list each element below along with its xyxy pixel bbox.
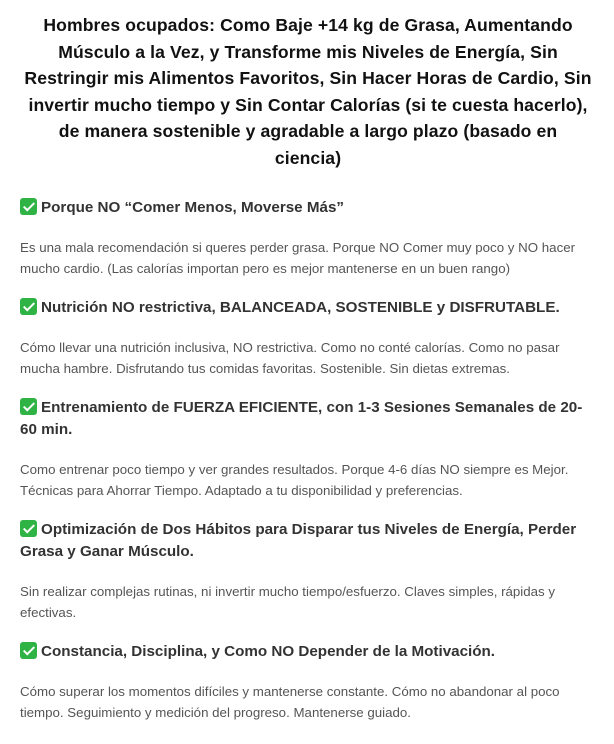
benefits-list [20,197,596,723]
benefit-title-text: Porque NO “Comer Menos, Moverse Más” [41,199,344,216]
benefit-title-text: Nutrición NO restrictiva, BALANCEADA, SOSTENIBLE y DISFRUTABLE. [41,299,560,316]
check-mark-icon [20,298,37,315]
check-mark-icon [20,398,37,415]
benefit-description: Es una mala recomendación si queres perder grasa. Porque NO Comer muy poco y NO hacer mucho cardio. (Las calorías importan pero es mejor mantenerse en un buen rango) [20,240,576,276]
benefit-title [20,641,596,663]
benefit-item-entrenamiento [20,397,596,501]
check-mark-icon [20,198,37,215]
benefit-title [20,197,596,219]
benefit-title [20,397,596,441]
benefit-title [20,519,596,563]
headline: Hombres ocupados: Como Baje +14 kg de Grasa, Aumentando Músculo a la Vez, y Transforme mis Niveles de Energía, Sin Restringir mis Alimentos Favoritos, Sin Hacer Horas de Cardio, Sin invertir mucho tiempo y Sin Contar Calorías (si te cuesta hacerlo), de manera sostenible y agradable a largo plazo (basado en ciencia) [24,15,592,168]
benefit-item-nutricion [20,297,596,379]
benefit-description: Cómo llevar una nutrición inclusiva, NO restrictiva. Como no conté calorías. Como no pasar mucha hambre. Disfrutando tus comidas favoritas. Sostenible. Sin dietas extremas. [20,340,560,376]
benefit-item-constancia [20,641,596,723]
benefit-description: Sin realizar complejas rutinas, ni invertir mucho tiempo/esfuerzo. Claves simples, rápidas y efectivas. [20,584,556,620]
benefit-title [20,297,596,319]
check-mark-icon [20,642,37,659]
benefit-description: Cómo superar los momentos difíciles y mantenerse constante. Cómo no abandonar al poco tiempo. Seguimiento y medición del progreso. Mantenerse guiado. [20,684,560,720]
benefit-description: Como entrenar poco tiempo y ver grandes resultados. Porque 4-6 días NO siempre es Mejor. Técnicas para Ahorrar Tiempo. Adaptado a tu disponibilidad y preferencias. [20,462,569,498]
benefit-item-habitos [20,519,596,623]
benefit-item-comer-menos [20,197,596,279]
benefit-title-text: Entrenamiento de FUERZA EFICIENTE, con 1-3 Sesiones Semanales de 20-60 min. [20,399,583,438]
benefit-title-text: Optimización de Dos Hábitos para Disparar tus Niveles de Energía, Perder Grasa y Ganar Músculo. [20,521,577,560]
check-mark-icon [20,520,37,537]
benefit-title-text: Constancia, Disciplina, y Como NO Depender de la Motivación. [41,643,496,660]
